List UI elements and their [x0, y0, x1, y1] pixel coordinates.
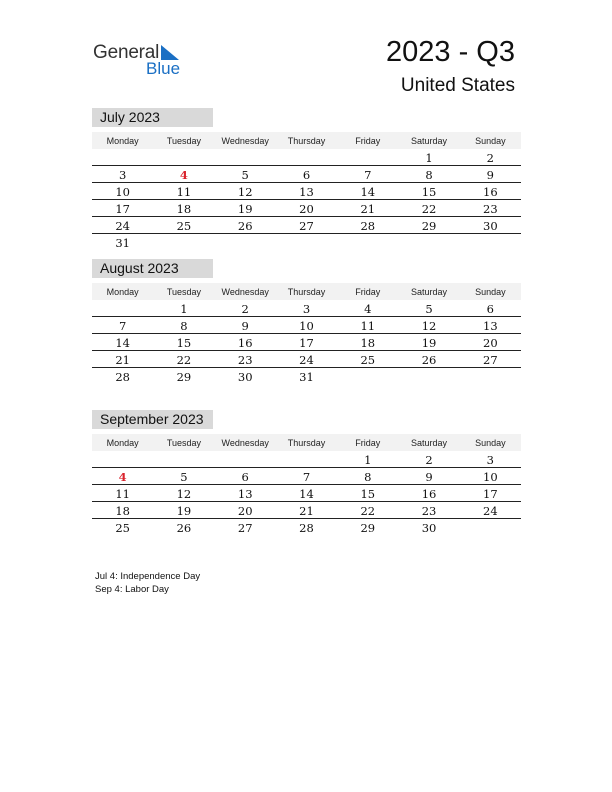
- day-cell: 13: [276, 183, 337, 200]
- calendar-table: [92, 132, 521, 250]
- day-cell: [337, 149, 398, 166]
- day-cell: 6: [460, 300, 521, 317]
- week-row: [92, 234, 521, 251]
- day-cell: 29: [360, 520, 376, 535]
- day-cell: 7: [276, 468, 337, 485]
- week-row: [92, 485, 521, 502]
- day-cell: [460, 234, 521, 251]
- month-september: [92, 410, 521, 535]
- weekday-header: Monday: [92, 132, 153, 149]
- day-cell: [153, 149, 214, 166]
- week-row: [92, 334, 521, 351]
- day-cell: 27: [276, 217, 337, 234]
- week-row: [92, 519, 521, 536]
- day-cell: 2: [215, 300, 276, 317]
- weekday-header: Wednesday: [215, 283, 276, 300]
- weekday-header: Saturday: [398, 283, 459, 300]
- day-cell: 18: [337, 334, 398, 351]
- week-row: [92, 502, 521, 519]
- day-cell: 22: [153, 351, 214, 368]
- day-cell: 23: [460, 200, 521, 217]
- weekday-header: Friday: [337, 132, 398, 149]
- day-cell: 17: [92, 200, 153, 217]
- day-cell: 21: [92, 351, 153, 368]
- day-cell: [460, 368, 521, 385]
- month-july: [92, 108, 521, 250]
- week-row: [92, 217, 521, 234]
- day-cell: 12: [398, 317, 459, 334]
- calendar-table: [92, 434, 521, 535]
- day-cell: 1: [153, 300, 214, 317]
- day-cell: 28: [299, 520, 314, 535]
- logo: [93, 42, 203, 82]
- weekday-header: Tuesday: [153, 283, 214, 300]
- day-cell: 20: [460, 334, 521, 351]
- day-cell: 21: [276, 502, 337, 519]
- day-cell: 25: [337, 351, 398, 368]
- day-cell: 18: [153, 200, 214, 217]
- day-cell: 29: [398, 217, 459, 234]
- weekday-header: Tuesday: [153, 132, 214, 149]
- day-cell: 26: [398, 351, 459, 368]
- day-cell: 14: [337, 183, 398, 200]
- day-cell: 23: [215, 351, 276, 368]
- holiday-list: [95, 570, 200, 596]
- day-cell: 20: [276, 200, 337, 217]
- weekday-header: Thursday: [276, 283, 337, 300]
- week-row: [92, 468, 521, 485]
- week-row: [92, 149, 521, 166]
- day-cell: 13: [460, 317, 521, 334]
- weekday-header-row: [92, 132, 521, 149]
- day-cell: 16: [215, 334, 276, 351]
- month-label: September 2023: [92, 410, 213, 429]
- week-row: [92, 368, 521, 385]
- weekday-header: Wednesday: [215, 132, 276, 149]
- day-cell: 16: [460, 183, 521, 200]
- day-cell: 5: [398, 300, 459, 317]
- day-cell: [153, 234, 214, 251]
- day-cell: 11: [92, 485, 153, 502]
- week-row: [92, 183, 521, 200]
- day-cell: 20: [215, 502, 276, 519]
- day-cell: 23: [398, 502, 459, 519]
- day-cell: [215, 149, 276, 166]
- day-cell: 3: [92, 166, 153, 183]
- day-cell: 19: [153, 502, 214, 519]
- day-cell: 5: [215, 166, 276, 183]
- day-cell: [153, 451, 214, 468]
- day-cell: 22: [398, 200, 459, 217]
- day-cell: 3: [276, 300, 337, 317]
- day-cell: [276, 234, 337, 251]
- day-cell: 24: [92, 217, 153, 234]
- day-cell: 24: [460, 502, 521, 519]
- weekday-header: Sunday: [460, 132, 521, 149]
- day-cell: 27: [460, 351, 521, 368]
- calendar-table: [92, 283, 521, 384]
- day-cell: [215, 451, 276, 468]
- day-cell: [337, 234, 398, 251]
- day-cell: [398, 234, 459, 251]
- day-cell: 22: [337, 502, 398, 519]
- day-cell: 4: [337, 300, 398, 317]
- day-cell: 7: [337, 166, 398, 183]
- month-august: [92, 259, 521, 384]
- day-cell: 26: [176, 520, 192, 535]
- day-cell: 29: [176, 369, 192, 384]
- weekday-header: Saturday: [398, 434, 459, 451]
- day-cell: 28: [337, 217, 398, 234]
- weekday-header: Friday: [337, 434, 398, 451]
- day-cell: 25: [115, 520, 130, 535]
- day-cell: 4: [92, 468, 153, 485]
- day-cell: 10: [276, 317, 337, 334]
- day-cell: 15: [153, 334, 214, 351]
- day-cell: 15: [337, 485, 398, 502]
- week-row: [92, 300, 521, 317]
- day-cell: 24: [276, 351, 337, 368]
- day-cell: 8: [153, 317, 214, 334]
- day-cell: 19: [398, 334, 459, 351]
- day-cell: 4: [153, 166, 214, 183]
- day-cell: 8: [398, 166, 459, 183]
- day-cell: 30: [237, 369, 253, 384]
- day-cell: 8: [337, 468, 398, 485]
- day-cell: 30: [421, 520, 437, 535]
- holiday-note: Jul 4: Independence Day: [95, 571, 201, 582]
- week-row: [92, 317, 521, 334]
- weekday-header: Monday: [92, 434, 153, 451]
- weekday-header: Tuesday: [153, 434, 214, 451]
- day-cell: 9: [460, 166, 521, 183]
- day-cell: 10: [92, 183, 153, 200]
- day-cell: 11: [337, 317, 398, 334]
- day-cell: [92, 149, 153, 166]
- day-cell: [276, 451, 337, 468]
- day-cell: 19: [215, 200, 276, 217]
- day-cell: 11: [153, 183, 214, 200]
- day-cell: 7: [92, 317, 153, 334]
- day-cell: 31: [299, 369, 314, 384]
- day-cell: 21: [337, 200, 398, 217]
- day-cell: 18: [92, 502, 153, 519]
- day-cell: 2: [460, 149, 521, 166]
- day-cell: 30: [460, 217, 521, 234]
- week-row: [92, 451, 521, 468]
- logo-general-text: General: [93, 42, 160, 63]
- weekday-header: Friday: [337, 283, 398, 300]
- day-cell: 31: [115, 235, 130, 250]
- day-cell: 12: [215, 183, 276, 200]
- day-cell: 3: [460, 451, 521, 468]
- day-cell: [92, 300, 153, 317]
- weekday-header-row: [92, 283, 521, 300]
- day-cell: 12: [153, 485, 214, 502]
- day-cell: 27: [237, 520, 253, 535]
- day-cell: 2: [398, 451, 459, 468]
- day-cell: [460, 519, 521, 536]
- weekday-header-row: [92, 434, 521, 451]
- page-title: 2023 - Q3: [386, 36, 515, 68]
- weekday-header: Wednesday: [215, 434, 276, 451]
- week-row: [92, 166, 521, 183]
- month-label: August 2023: [92, 259, 213, 278]
- day-cell: 1: [398, 149, 459, 166]
- day-cell: 9: [398, 468, 459, 485]
- day-cell: 15: [398, 183, 459, 200]
- day-cell: 14: [276, 485, 337, 502]
- week-row: [92, 200, 521, 217]
- day-cell: 17: [460, 485, 521, 502]
- day-cell: 26: [215, 217, 276, 234]
- day-cell: 9: [215, 317, 276, 334]
- day-cell: 6: [215, 468, 276, 485]
- day-cell: 17: [276, 334, 337, 351]
- logo-blue-text: Blue: [146, 59, 181, 78]
- day-cell: [398, 368, 459, 385]
- day-cell: 16: [398, 485, 459, 502]
- day-cell: [276, 149, 337, 166]
- month-label: July 2023: [92, 108, 213, 127]
- day-cell: 1: [337, 451, 398, 468]
- weekday-header: Thursday: [276, 132, 337, 149]
- day-cell: 28: [115, 369, 130, 384]
- day-cell: [92, 451, 153, 468]
- day-cell: [337, 368, 398, 385]
- day-cell: 13: [215, 485, 276, 502]
- day-cell: 14: [92, 334, 153, 351]
- weekday-header: Sunday: [460, 283, 521, 300]
- weekday-header: Saturday: [398, 132, 459, 149]
- day-cell: 6: [276, 166, 337, 183]
- day-cell: 25: [153, 217, 214, 234]
- weekday-header: Sunday: [460, 434, 521, 451]
- country-name: United States: [400, 75, 515, 96]
- weekday-header: Monday: [92, 283, 153, 300]
- weekday-header: Thursday: [276, 434, 337, 451]
- holiday-note: Sep 4: Labor Day: [95, 584, 169, 595]
- day-cell: 10: [460, 468, 521, 485]
- day-cell: [215, 234, 276, 251]
- week-row: [92, 351, 521, 368]
- day-cell: 5: [153, 468, 214, 485]
